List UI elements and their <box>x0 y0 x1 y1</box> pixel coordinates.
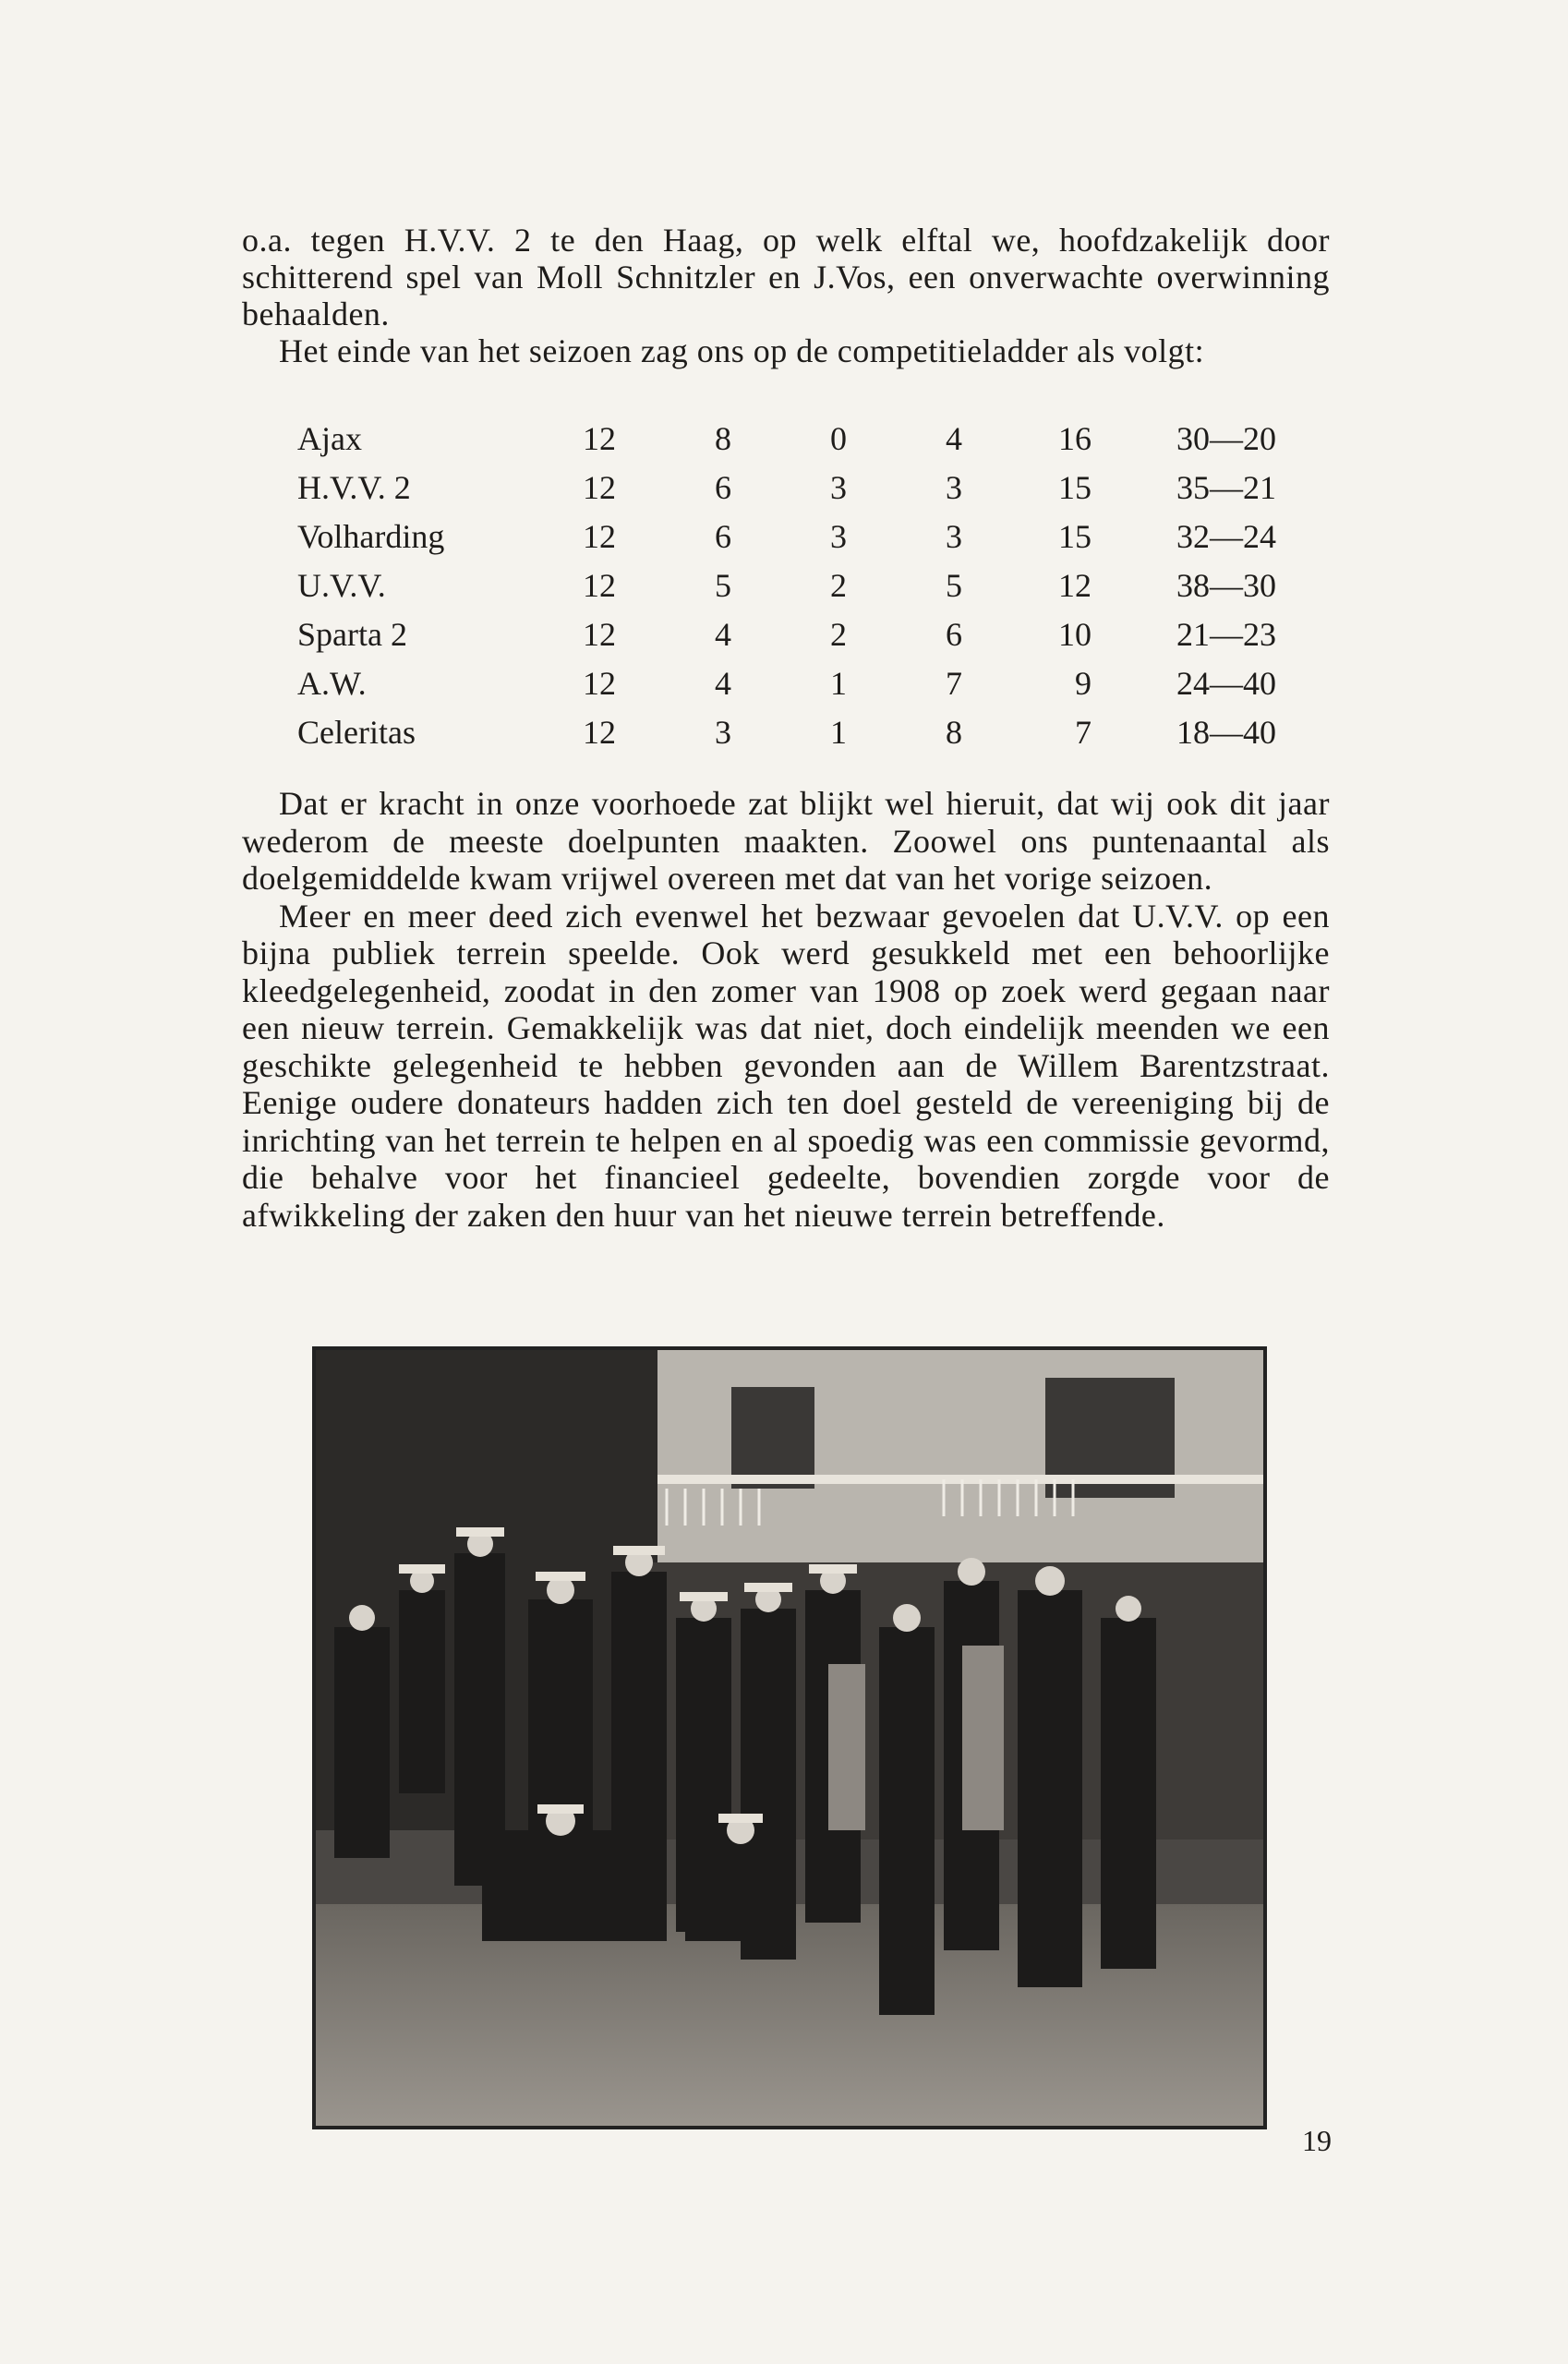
played-cell: 12 <box>583 664 616 702</box>
body-text <box>242 785 1330 1234</box>
lost-cell: 5 <box>946 566 962 604</box>
played-cell: 12 <box>583 468 616 506</box>
team-photo-illustration <box>316 1350 1263 2126</box>
drawn-cell: 0 <box>830 419 847 457</box>
drawn-cell: 1 <box>830 713 847 751</box>
points-cell: 15 <box>1058 517 1092 555</box>
won-cell: 6 <box>715 468 731 506</box>
team-name: U.V.V. <box>297 566 386 604</box>
table-row <box>297 561 1276 609</box>
page-number: 19 <box>1302 2124 1332 2157</box>
table-row <box>297 512 1276 561</box>
team-name: Sparta 2 <box>297 615 407 653</box>
drawn-cell: 2 <box>830 615 847 653</box>
points-cell: 9 <box>1075 664 1092 702</box>
points-cell: 7 <box>1075 713 1092 751</box>
table-row <box>297 463 1276 512</box>
table-row <box>297 707 1276 756</box>
drawn-cell: 3 <box>830 468 847 506</box>
team-name: H.V.V. 2 <box>297 468 411 506</box>
played-cell: 12 <box>583 566 616 604</box>
paragraph-3: Meer en meer deed zich evenwel het bezwaar gevoelen dat U.V.V. op een bijna publiek terrein speelde. Ook werd gesukkeld met een behoorlijke kleedgelegenheid, zoodat in den zomer van 1908 op zoek werd gegaan naar een nieuw terrein. Gemakkelijk was dat niet, doch eindelijk meenden we een geschikte gelegenheid te hebben gevonden aan de Willem Barentzstraat. Eenige oudere donateurs hadden zich ten doel gesteld de vereeniging bij de inrichting van het terrein te helpen en al spoedig was een commissie gevormd, die behalve voor het financieel gedeelte, bovendien zorgde voor de afwikkeling der zaken den huur van het nieuwe terrein betreffende. <box>242 897 1330 1234</box>
team-photo <box>312 1346 1267 2129</box>
goals-cell: 21—23 <box>1176 615 1276 653</box>
points-cell: 10 <box>1058 615 1092 653</box>
intro-paragraph: o.a. tegen H.V.V. 2 te den Haag, op welk elftal we, hoofdzakelijk door schitterend spel van Moll Schnitzler en J.Vos, een onverwachte overwinning behaalden. <box>242 222 1330 332</box>
drawn-cell: 2 <box>830 566 847 604</box>
played-cell: 12 <box>583 615 616 653</box>
lost-cell: 8 <box>946 713 962 751</box>
won-cell: 4 <box>715 615 731 653</box>
lost-cell: 3 <box>946 468 962 506</box>
won-cell: 8 <box>715 419 731 457</box>
lost-cell: 4 <box>946 419 962 457</box>
points-cell: 15 <box>1058 468 1092 506</box>
goals-cell: 18—40 <box>1176 713 1276 751</box>
goals-cell: 30—20 <box>1176 419 1276 457</box>
played-cell: 12 <box>583 419 616 457</box>
standings-table <box>297 414 1276 756</box>
table-row <box>297 609 1276 658</box>
played-cell: 12 <box>583 713 616 751</box>
goals-cell: 38—30 <box>1176 566 1276 604</box>
won-cell: 5 <box>715 566 731 604</box>
drawn-cell: 1 <box>830 664 847 702</box>
lost-cell: 7 <box>946 664 962 702</box>
lost-cell: 3 <box>946 517 962 555</box>
ladder-intro: Het einde van het seizoen zag ons op de competitieladder als volgt: <box>279 332 1205 369</box>
team-name: A.W. <box>297 664 367 702</box>
played-cell: 12 <box>583 517 616 555</box>
goals-cell: 35—21 <box>1176 468 1276 506</box>
team-name: Celeritas <box>297 713 416 751</box>
goals-cell: 32—24 <box>1176 517 1276 555</box>
intro-text <box>242 222 1330 369</box>
paragraph-2: Dat er kracht in onze voorhoede zat blijkt wel hieruit, dat wij ook dit jaar wederom de meeste doelpunten maakten. Zoowel ons puntenaantal als doelgemiddelde kwam vrijwel overeen met dat van het vorige seizoen. <box>242 785 1330 897</box>
table-row <box>297 658 1276 707</box>
drawn-cell: 3 <box>830 517 847 555</box>
won-cell: 4 <box>715 664 731 702</box>
table-row <box>297 414 1276 463</box>
won-cell: 6 <box>715 517 731 555</box>
team-name: Volharding <box>297 517 445 555</box>
points-cell: 12 <box>1058 566 1092 604</box>
team-name: Ajax <box>297 419 362 457</box>
lost-cell: 6 <box>946 615 962 653</box>
points-cell: 16 <box>1058 419 1092 457</box>
won-cell: 3 <box>715 713 731 751</box>
goals-cell: 24—40 <box>1176 664 1276 702</box>
